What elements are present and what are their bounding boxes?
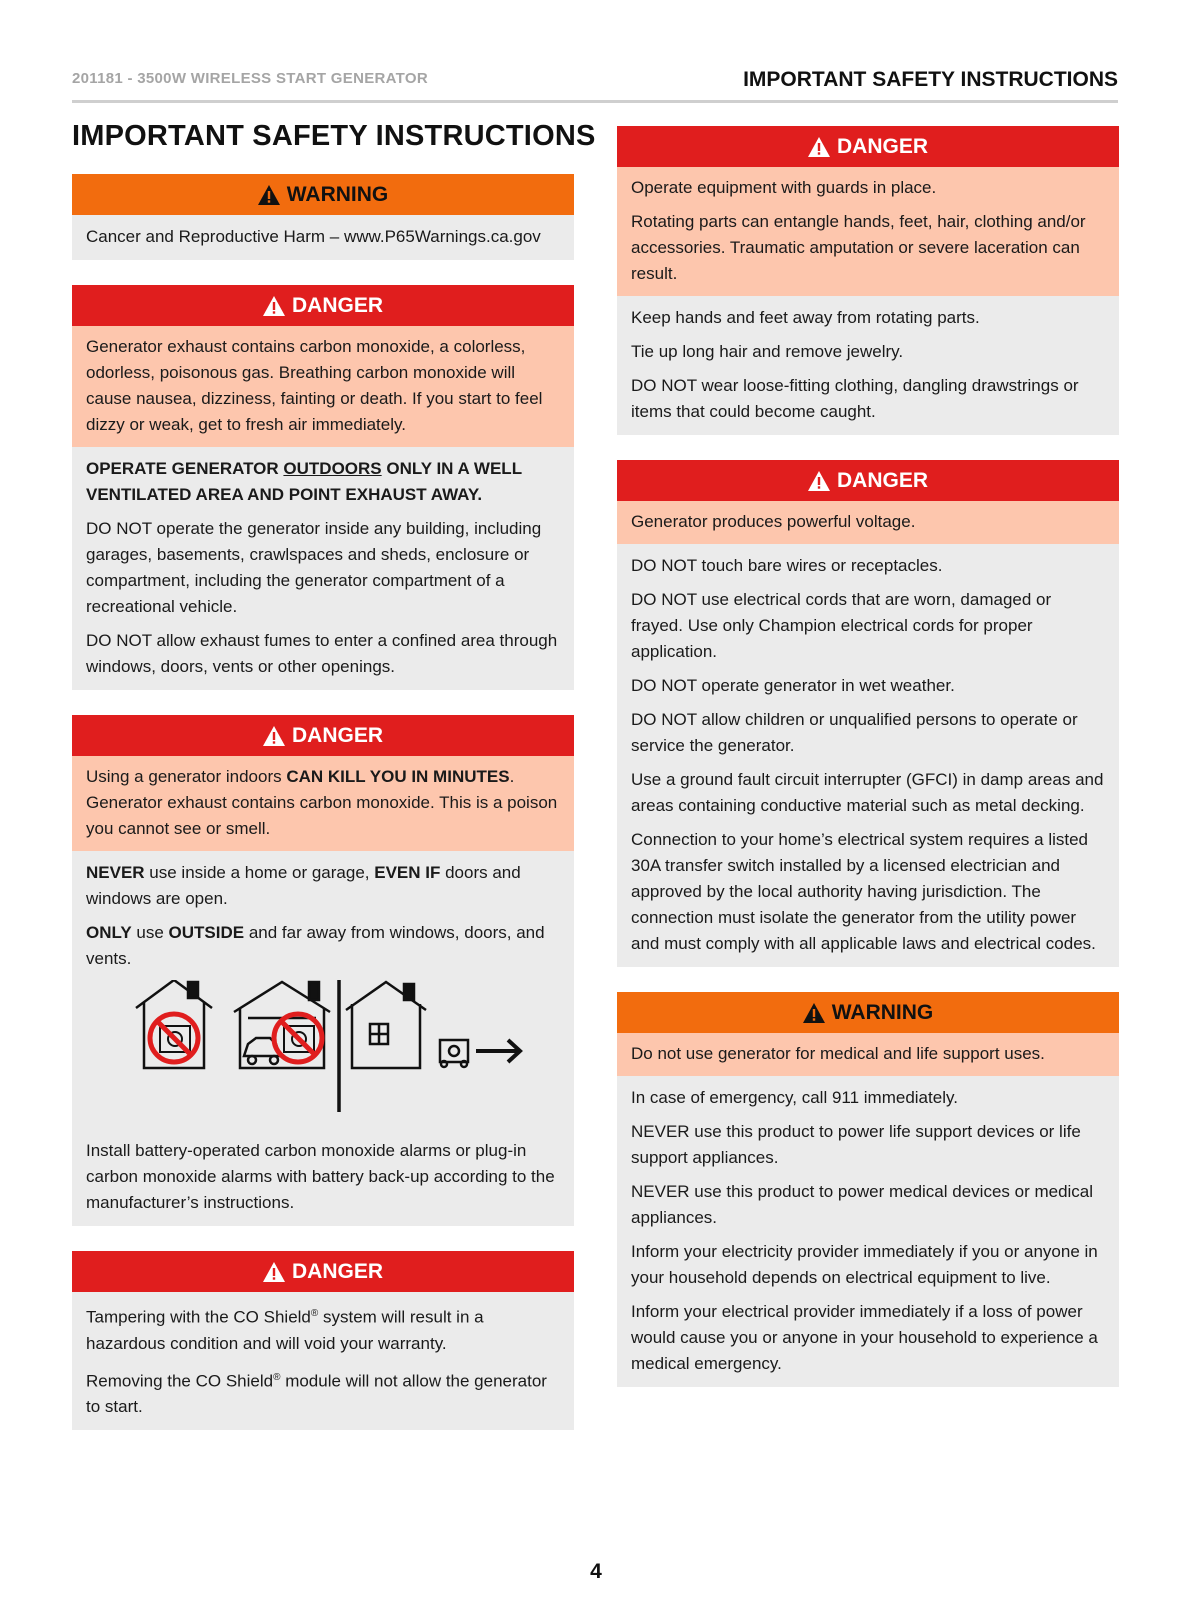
co-alarm-instruction: Install battery-operated carbon monoxide alarms or plug-in carbon monoxide alarms with battery back-up according to the manufacturer’s instructions. (86, 1141, 555, 1212)
house-garage-generator-icon (134, 980, 544, 1122)
only-instruction: ONLY use OUTSIDE and far away from windows, doors, and vents. (86, 923, 545, 968)
warning-text: Cancer and Reproductive Harm – www.P65Warnings.ca.gov (86, 227, 541, 246)
danger-hazard-text (617, 501, 1119, 544)
danger-header (617, 126, 1119, 167)
instruction-paragraph: DO NOT use electrical cords that are worn, damaged or frayed. Use only Champion electrical cords for proper application. (631, 590, 1052, 661)
warning-instructions (617, 1076, 1119, 1387)
danger-instructions (617, 296, 1119, 435)
instruction-paragraph: DO NOT wear loose-fitting clothing, dangling drawstrings or items that could become caught. (631, 376, 1079, 421)
instruction-paragraph: DO NOT allow children or unqualified persons to operate or service the generator. (631, 710, 1078, 755)
removal-warning: Removing the CO Shield® module will not allow the generator to start. (86, 1371, 547, 1417)
danger-block-voltage (617, 460, 1119, 967)
danger-hazard-text (72, 756, 574, 851)
instruction-paragraph: Tie up long hair and remove jewelry. (631, 342, 904, 361)
section-title: IMPORTANT SAFETY INSTRUCTIONS (743, 68, 1118, 91)
tampering-warning: Tampering with the CO Shield® system will result in a hazardous condition and will void your warranty. (86, 1307, 484, 1353)
warning-triangle-icon (263, 1262, 285, 1282)
danger-instructions (72, 447, 574, 690)
warning-label: WARNING (286, 182, 389, 206)
danger-block-indoors (72, 715, 574, 1226)
warning-triangle-icon (263, 726, 285, 746)
warning-triangle-icon (808, 137, 830, 157)
warning-triangle-icon (263, 296, 285, 316)
hazard-paragraph: Generator produces powerful voltage. (631, 512, 916, 531)
page-header (72, 64, 1118, 103)
hazard-paragraph: Using a generator indoors CAN KILL YOU IN MINUTES. Generator exhaust contains carbon monoxide. This is a poison you cannot see or smell. (86, 767, 558, 838)
right-column (617, 126, 1119, 1412)
warning-header (617, 992, 1119, 1033)
never-instruction: NEVER use inside a home or garage, EVEN IF doors and windows are open. (86, 863, 521, 908)
danger-instructions (617, 544, 1119, 967)
danger-block-co-shield (72, 1251, 574, 1430)
warning-header (72, 174, 574, 215)
danger-header (617, 460, 1119, 501)
danger-header (72, 1251, 574, 1292)
hazard-paragraph: Operate equipment with guards in place. (631, 178, 937, 197)
hazard-paragraph: Generator exhaust contains carbon monoxide, a colorless, odorless, poisonous gas. Breathing carbon monoxide will cause nausea, dizziness, fainting or death. If you start to feel dizzy or weak, get to fresh air immediately. (86, 337, 543, 434)
document-title: 201181 - 3500W WIRELESS START GENERATOR (72, 70, 428, 87)
instruction-paragraph: Inform your electricity provider immediately if you or anyone in your household depends on electrical equipment to live. (631, 1242, 1098, 1287)
generator-placement-illustration (86, 980, 560, 1130)
instruction-paragraph: NEVER use this product to power medical devices or medical appliances. (631, 1182, 1094, 1227)
danger-hazard-text (617, 167, 1119, 296)
warning-label: WARNING (831, 1000, 934, 1024)
danger-header (72, 715, 574, 756)
danger-hazard-text (72, 326, 574, 447)
warning-block-prop65 (72, 174, 574, 260)
warning-triangle-icon (808, 471, 830, 491)
warning-body (72, 215, 574, 260)
instruction-paragraph: Inform your electrical provider immediately if a loss of power would cause you or anyone in your household to experience a medical emergency. (631, 1302, 1098, 1373)
danger-label: DANGER (291, 1259, 383, 1283)
warning-triangle-icon (258, 185, 280, 205)
hazard-paragraph: Rotating parts can entangle hands, feet, hair, clothing and/or accessories. Traumatic amputation or severe laceration can result. (631, 212, 1086, 283)
instruction-paragraph: DO NOT operate generator in wet weather. (631, 676, 955, 695)
instruction-paragraph: In case of emergency, call 911 immediately. (631, 1088, 958, 1107)
page-number: 4 (590, 1560, 602, 1583)
instruction-paragraph: Use a ground fault circuit interrupter (GFCI) in damp areas and areas containing conductive material such as metal decking. (631, 770, 1104, 815)
danger-block-rotating-parts (617, 126, 1119, 435)
instruction-paragraph: Connection to your home’s electrical system requires a listed 30A transfer switch installed by a licensed electrician and approved by the local authority having jurisdiction. The connection must isolate the generator from the utility power and must comply with all applicable laws and electrical codes. (631, 830, 1096, 953)
warning-hazard-text (617, 1033, 1119, 1076)
warning-block-medical (617, 992, 1119, 1387)
instruction-paragraph: Keep hands and feet away from rotating parts. (631, 308, 980, 327)
hazard-paragraph: Do not use generator for medical and life support uses. (631, 1044, 1045, 1063)
instruction-paragraph: DO NOT allow exhaust fumes to enter a confined area through windows, doors, vents or other openings. (86, 631, 558, 676)
instruction-paragraph: DO NOT operate the generator inside any building, including garages, basements, crawlspaces and sheds, enclosure or compartment, including the generator compartment of a recreational vehicle. (86, 519, 542, 616)
danger-label: DANGER (836, 468, 928, 492)
danger-label: DANGER (836, 134, 928, 158)
instruction-paragraph: DO NOT touch bare wires or receptacles. (631, 556, 943, 575)
danger-instructions (72, 851, 574, 1226)
page-title: IMPORTANT SAFETY INSTRUCTIONS (72, 120, 596, 152)
danger-block-carbon-monoxide (72, 285, 574, 690)
left-column (72, 174, 574, 1455)
outdoors-instruction: OPERATE GENERATOR OUTDOORS ONLY IN A WELL VENTILATED AREA AND POINT EXHAUST AWAY. (86, 459, 522, 504)
danger-label: DANGER (291, 723, 383, 747)
danger-instructions (72, 1292, 574, 1430)
danger-header (72, 285, 574, 326)
instruction-paragraph: NEVER use this product to power life support devices or life support appliances. (631, 1122, 1081, 1167)
danger-label: DANGER (291, 293, 383, 317)
warning-triangle-icon (803, 1003, 825, 1023)
